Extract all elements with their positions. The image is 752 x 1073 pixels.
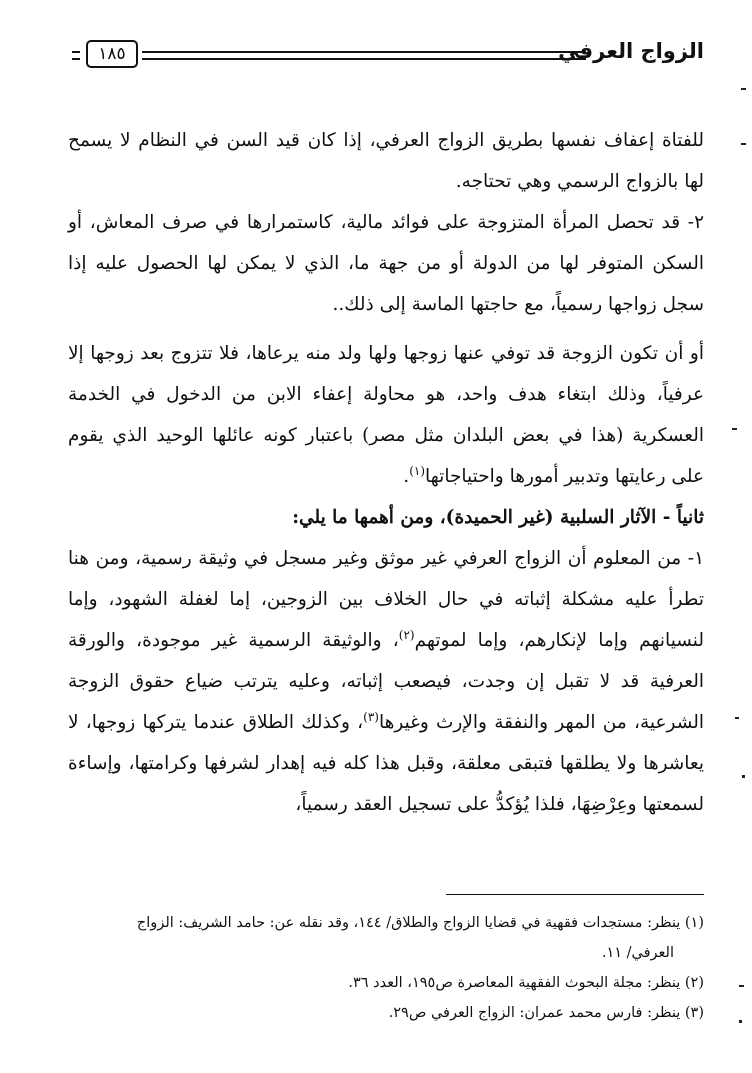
page-header	[72, 34, 704, 78]
page-number: ١٨٥	[86, 40, 138, 68]
paragraph-1: للفتاة إعفاف نفسها بطريق الزواج العرفي، إذا كان قيد السن في النظام لا يسمح لها بالزواج الرسمي وهي تحتاجه.	[68, 130, 704, 192]
running-title: الزواج العرفي	[558, 39, 704, 63]
paragraph-3-text: أو أن تكون الزوجة قد توفي عنها زوجها ولها ولد منه يرعاها، فلا تتزوج بعد زوجها إلا عرفياً، وذلك ابتغاء هدف واحد، هو محاولة إعفاء الابن من الدخول في الخدمة العسكرية (هذا في بعض البلدان مثل مصر) باعتبار كونه عائلها الوحيد الذي يقوم على رعايتها وتدبير أمورها واحتياجاتها	[68, 343, 704, 487]
paragraph-4-part-b: ، والوثيقة الرسمية غير موجودة، والورقة العرفية قد لا تقبل إن وجدت، فيصعب إثباته، وعليه يترتب ضياع حقوق الزوجة الشرعية، من المهر والنفقة والإرث وغيرها	[68, 630, 704, 733]
main-text	[68, 120, 704, 825]
footnote-ref-3[interactable]: (٣)	[363, 709, 379, 724]
margin-speck	[732, 428, 737, 430]
paragraph-4-part-c: ، وكذلك الطلاق عندما يتركها زوجها، لا يعاشرها ولا يطلقها فتبقى معلقة، وقبل هذا كله فيه إهدار لشرفها وكرامتها، وإساءة لسمعتها وعِرْضِهَا، فلذا يُؤكدُّ على تسجيل العقد رسمياً،	[68, 712, 704, 815]
paragraph-4-part-a: ١- من المعلوم أن الزواج العرفي غير موثق وغير مسجل في وثيقة رسمية، ومن هنا تطرأ عليه مشكلة إثباته في حال الخلاف بين الزوجين، إما لغفلة الشهود، وإما لنسيانهم وإما لإنكارهم، وإما لموتهم	[68, 548, 704, 651]
margin-speck	[739, 985, 744, 987]
section-subheading: ثانياً - الآثار السلبية (غير الحميدة)، ومن أهمها ما يلي:	[292, 507, 704, 528]
footnote-ref-1[interactable]: (١)	[409, 463, 426, 478]
footnote-separator	[446, 894, 704, 895]
footnote-1-continuation: العرفي/ ١١.	[601, 945, 674, 961]
footnotes	[68, 908, 704, 1028]
footnote-1: (١) ينظر: مستجدات فقهية في قضايا الزواج والطلاق/ ١٤٤، وقد نقله عن: حامد الشريف: الزواج	[136, 915, 704, 931]
paragraph-3	[68, 333, 704, 497]
footnote-3: (٣) ينظر: فارس محمد عمران: الزواج العرفي ص٢٩.	[388, 1005, 704, 1021]
margin-speck	[739, 1020, 742, 1023]
footnote-ref-2[interactable]: (٢)	[398, 627, 415, 642]
margin-speck	[741, 88, 746, 90]
margin-speck	[741, 143, 746, 145]
footnote-2: (٢) ينظر: مجلة البحوث الفقهية المعاصرة ص١٩٥، العدد ٣٦.	[348, 975, 704, 991]
paragraph-3-end: .	[403, 466, 410, 487]
paragraph-4	[68, 538, 704, 825]
margin-speck	[742, 775, 745, 778]
margin-speck	[735, 717, 739, 719]
paragraph-2: ٢- قد تحصل المرأة المتزوجة على فوائد مالية، كاستمرارها في صرف المعاش، أو السكن المتوفر لها من الدولة أو من جهة ما، الذي لا يمكن لها الحصول عليه إذا سجل زواجها رسمياً، مع حاجتها الماسة إلى ذلك..	[68, 212, 704, 315]
header-rule-end	[72, 51, 80, 60]
header-rule	[142, 51, 586, 60]
